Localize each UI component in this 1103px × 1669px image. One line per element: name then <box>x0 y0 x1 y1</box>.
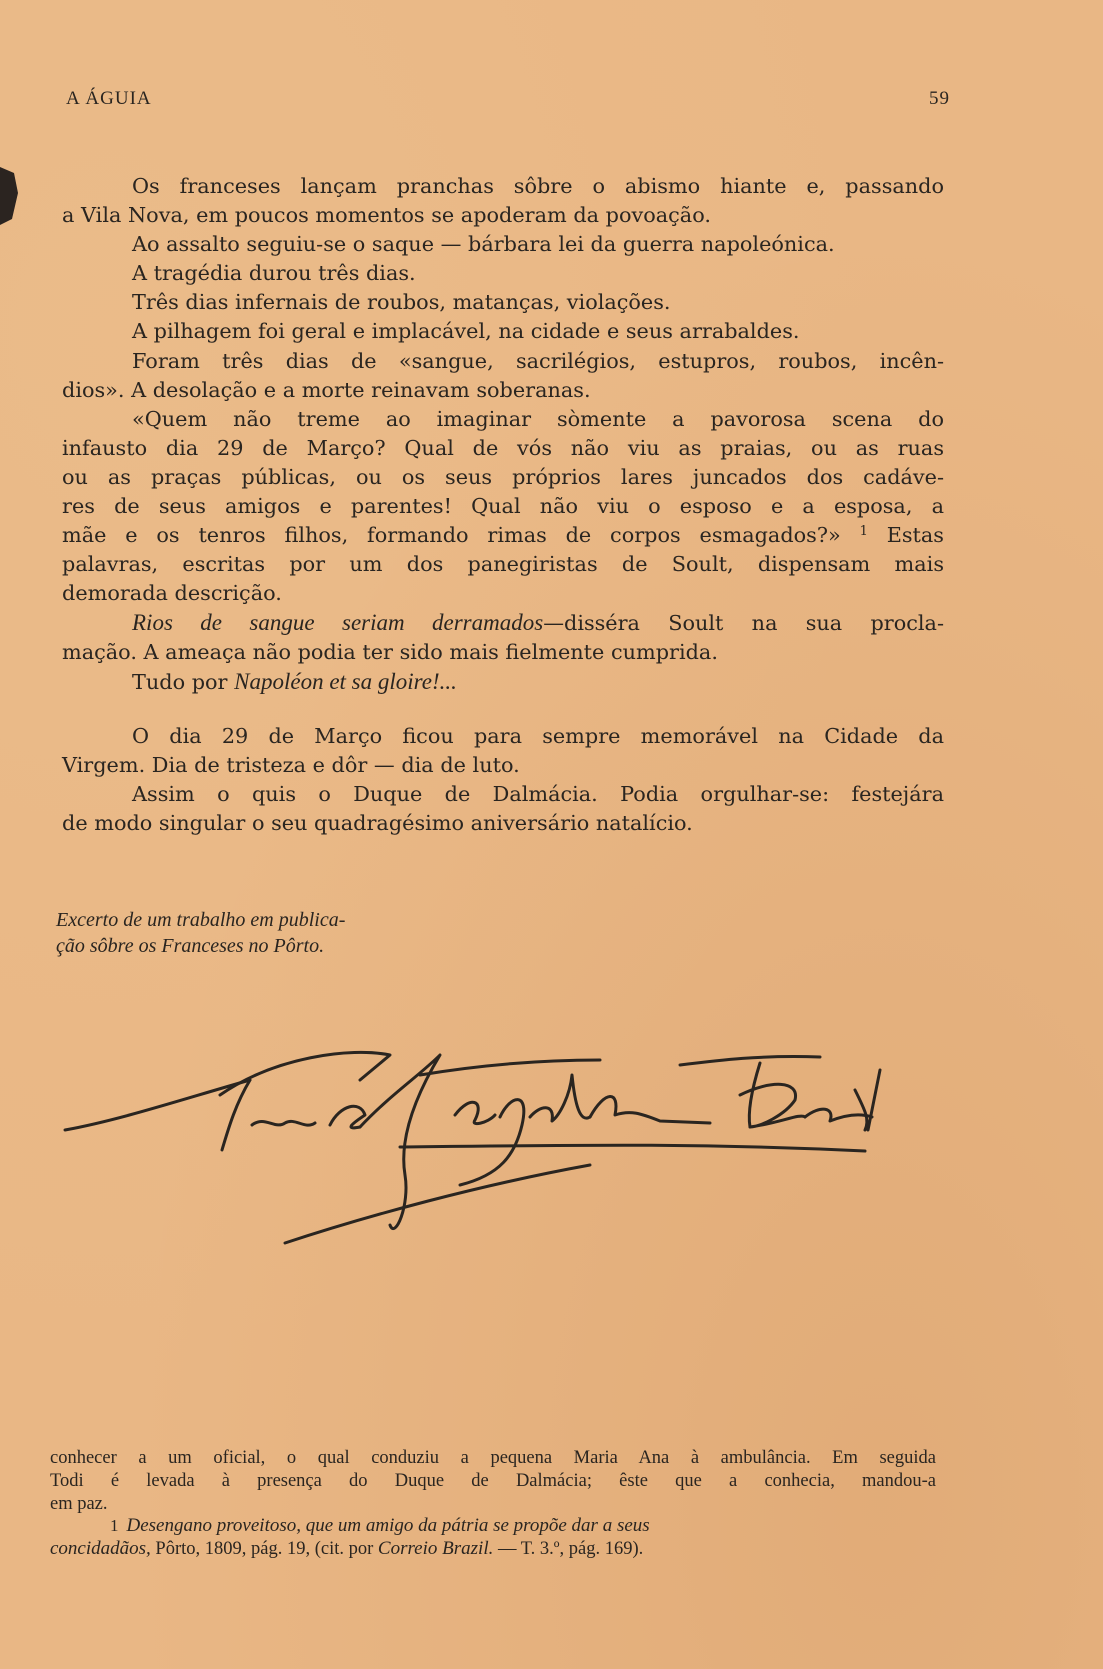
text-line: res de seus amigos e parentes! Qual não viu o esposo e a esposa, a <box>62 494 944 519</box>
footnote-1 <box>50 1515 936 1538</box>
text-line: Três dias infernais de roubos, matanças, violações. <box>132 290 671 315</box>
text-line: palavras, escritas por um dos panegiristas de Soult, dispensam mais <box>62 552 944 577</box>
text-line: O dia 29 de Março ficou para sempre memorável na Cidade da <box>132 723 944 748</box>
footnotes <box>50 1447 936 1561</box>
text-line: «Quem não treme ao imaginar sòmente a pavorosa scena do <box>132 406 944 431</box>
running-head <box>66 88 950 112</box>
footnote-reference: 1 <box>859 524 868 540</box>
footnote-1-cont <box>50 1538 936 1561</box>
footnote-continuation: em paz. <box>50 1493 108 1514</box>
text-line: dios». A desolação e a morte reinavam soberanas. <box>62 377 591 402</box>
note-line: Excerto de um trabalho em publica- <box>56 909 346 931</box>
text-line <box>62 667 944 696</box>
binding-mark <box>0 163 22 229</box>
text-line: Virgem. Dia de tristeza e dôr — dia de luto. <box>62 752 520 777</box>
handwritten-signature <box>60 1035 960 1265</box>
footnote-source: Correio Brazil. <box>377 1538 494 1560</box>
text-line: Ao assalto seguiu-se o saque — bárbara lei da guerra napoleónica. <box>132 232 835 257</box>
footnote-continuation: Todi é levada à presença do Duque de Dalmácia; êste que a conhecia, mandou-a <box>50 1470 936 1491</box>
text-line: A tragédia durou três dias. <box>132 261 416 286</box>
text-line: A pilhagem foi geral e implacável, na cidade e seus arrabaldes. <box>132 319 800 344</box>
footnote-title: concidadãos, <box>50 1538 151 1560</box>
page-number: 59 <box>929 88 950 109</box>
text-line: demorada descrição. <box>62 581 282 606</box>
text-line: mação. A ameaça não podia ter sido mais fielmente cumprida. <box>62 639 718 664</box>
text-segment: Pôrto, 1809, pág. 19, (cit. por <box>155 1539 374 1560</box>
text-line: infausto dia 29 de Março? Qual de vós não viu as praias, ou as ruas <box>62 435 944 460</box>
text-line: Foram três dias de «sangue, sacrilégios, estupros, roubos, incên- <box>132 348 944 373</box>
text-line <box>62 608 944 637</box>
italic-quote: Napoléon et sa gloire!... <box>234 668 457 694</box>
italic-quote: Rios de sangue seriam derramados <box>132 610 544 636</box>
main-text <box>62 172 944 838</box>
text-line: Os franceses lançam pranchas sôbre o abismo hiante e, passando <box>132 174 944 198</box>
note-line: ção sôbre os Franceses no Pôrto. <box>56 935 325 957</box>
text-line: de modo singular o seu quadragésimo aniversário natalício. <box>62 810 693 835</box>
text-line: a Vila Nova, em poucos momentos se apoderam da povoação. <box>62 203 711 228</box>
footnote-mark: 1 <box>110 1516 119 1536</box>
footnote-continuation: conhecer a um oficial, o qual conduziu a pequena Maria Ana à ambulância. Em seguida <box>50 1448 936 1468</box>
text-segment: Estas <box>886 523 944 548</box>
text-segment: —disséra Soult na sua procla- <box>543 611 944 636</box>
journal-title: A ÁGUIA <box>66 88 152 109</box>
text-line-with-footnote <box>62 521 944 550</box>
source-note <box>56 907 456 959</box>
text-segment: Tudo por <box>132 669 228 694</box>
footnote-title: Desengano proveitoso, que um amigo da pátria se propõe dar a seus <box>126 1515 650 1537</box>
text-line: ou as praças públicas, ou os seus próprios lares juncados dos cadáve- <box>62 464 944 489</box>
text-segment: mãe e os tenros filhos, formando rimas de corpos esmagados?» <box>62 523 841 548</box>
text-segment: — T. 3.º, pág. 169). <box>497 1539 644 1560</box>
text-line: Assim o quis o Duque de Dalmácia. Podia orgulhar-se: festejára <box>132 781 944 806</box>
